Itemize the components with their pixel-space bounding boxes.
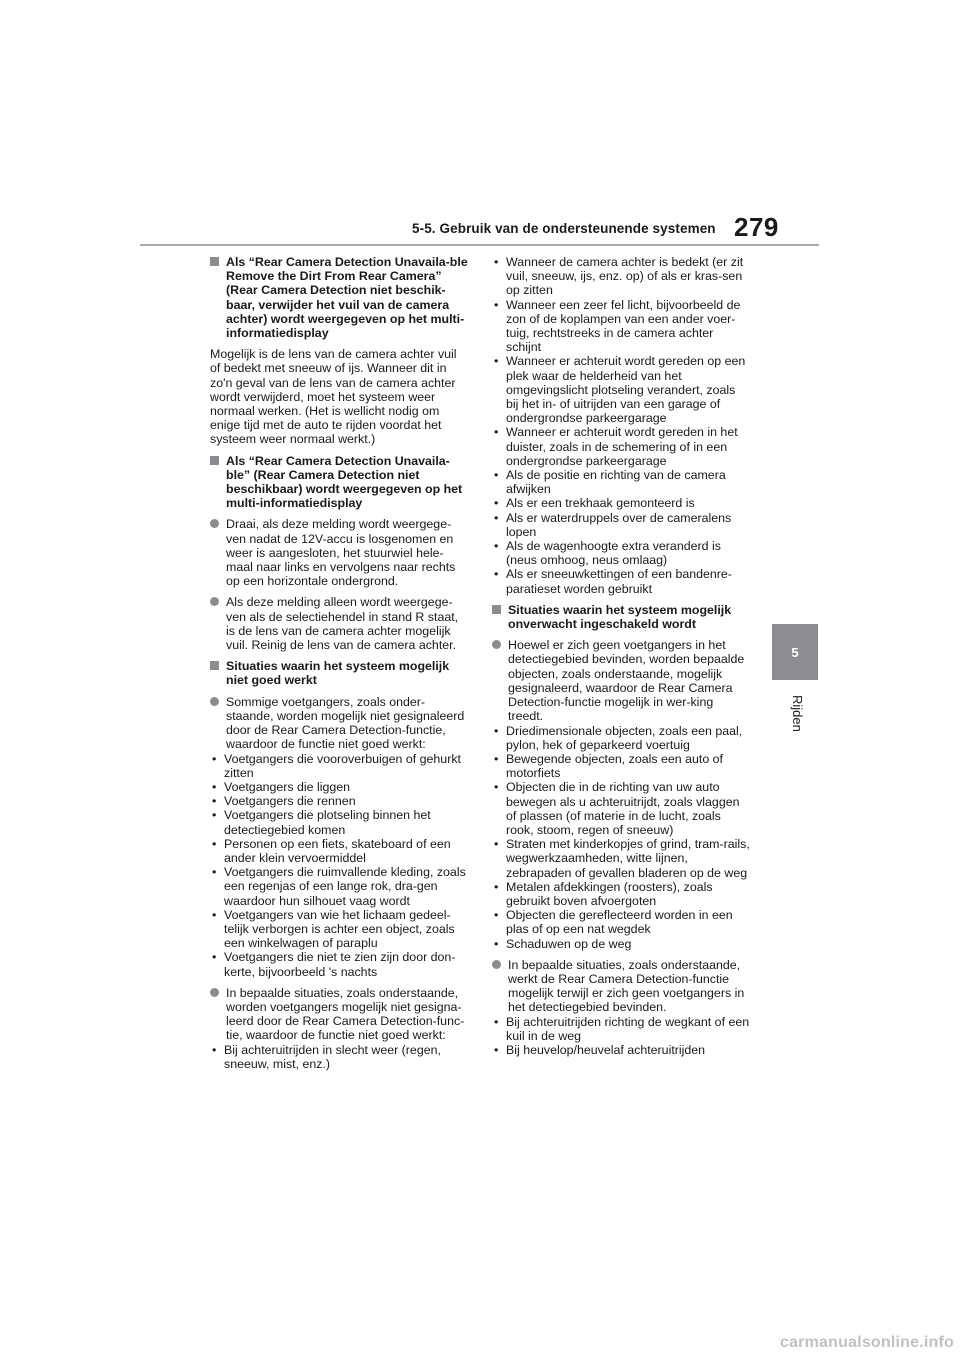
paragraph-dirt: Mogelijk is de lens van de camera achter vuil of bedekt met sneeuw of ijs. Wanneer dit in zo'n geval van de lens van de camera achter wordt verwijderd, moet het systeem weer normaal werken. (Het is wellicht nodig om enige tijd met de auto te rijden voordat het systeem weer normaal werkt.) — [210, 347, 457, 447]
list-item — [492, 1015, 751, 1043]
bullet-mark: • — [494, 1042, 499, 1057]
note-situations: In bepaalde situaties, zoals onderstaande, worden voetgangers mogelijk niet gesigna-leerd door de Rear Camera Detection-func-tie, waardoor de functie niet goed werkt: • Bij achteruitrijden in slecht weer (regen, sneeuw, mist, enz.) — [210, 986, 469, 1071]
list-item-text: Voetgangers die rennen — [224, 794, 356, 809]
chapter-label: Rijden — [790, 695, 805, 732]
bullet-mark: • — [494, 297, 499, 312]
list-item-text: Als de wagenhoogte extra veranderd is (neus omhoog, neus omlaag) — [506, 539, 721, 568]
list-item-text: Als er een trekhaak gemonteerd is — [506, 496, 695, 511]
list-item-text: Voetgangers die niet te zien zijn door don-kerte, bijvoorbeeld 's nachts — [224, 950, 456, 979]
list-item — [492, 724, 751, 752]
circle-bullet-icon — [210, 519, 219, 528]
list-item — [492, 567, 751, 595]
circle-bullet-icon — [492, 960, 501, 969]
list-item — [210, 780, 469, 794]
note-steering: Draai, als deze melding wordt weergege-ven nadat de 12V-accu is losgenomen en weer is aangesloten, het stuurwiel hele-maal naar links en vervolgens naar rechts op een horizontale ondergrond. — [210, 517, 469, 588]
list-item — [492, 908, 751, 936]
road-list — [492, 1015, 751, 1058]
list-item-text: Voetgangers van wie het lichaam gedeel-telijk verborgen is achter een object, zoals een winkelwagen of paraplu — [224, 907, 455, 951]
heading-not-working: Situaties waarin het systeem mogelijk niet goed werkt — [210, 659, 469, 687]
list-item-text: Wanneer er achteruit wordt gereden op een plek waar de helderheid van het omgevingslicht plotseling verandert, zoals bij het in- of uitrijden van een garage of ondergrondse parkeergarage — [506, 354, 746, 426]
list-item — [492, 468, 751, 496]
bullet-mark: • — [494, 879, 499, 894]
note-clean-lens: Als deze melding alleen wordt weergege-ven als de selectiehendel in stand R staat, is de lens van de camera achter mogelijk vuil. Reinig de lens van de camera achter. — [210, 595, 469, 652]
list-item — [492, 425, 751, 468]
bullet-mark: • — [494, 255, 499, 269]
list-item-text: Voetgangers die ruimvallende kleding, zoals een regenjas of een lange rok, dra-gen waardoor hun silhouet vaag wordt — [224, 865, 466, 908]
list-item-text: Wanneer een zeer fel licht, bijvoorbeeld de zon of de koplampen van een ander voer-tuig, rechtstreeks in de camera achter schijnt — [506, 297, 741, 355]
list-item — [492, 780, 751, 837]
square-bullet-icon — [210, 456, 219, 465]
bullet-mark: • — [212, 779, 217, 794]
bullet-mark: • — [494, 837, 499, 852]
list-item-text: Driedimensionale objecten, zoals een paal, pylon, hek of geparkeerd voertuig — [506, 723, 743, 752]
list-item — [492, 255, 751, 298]
list-item-text: Objecten die gereflecteerd worden in een plas of op een nat wegdek — [506, 908, 733, 937]
bullet-mark: • — [212, 865, 217, 880]
list-item-text: Als er sneeuwkettingen of een bandenre-paratieset worden gebruikt — [506, 567, 732, 596]
bullet-mark: • — [494, 425, 499, 440]
pedestrian-list — [210, 752, 469, 979]
note-road-situations: In bepaalde situaties, zoals onderstaande, werkt de Rear Camera Detection-functie mogelijk terwijl er zich geen voetgangers in het detectiegebied bevinden. • Bij achteruitrijden richting de wegkant of een kuil in de weg • Bij heuvelop/heuvelaf achteruitrijden — [494, 957, 750, 1057]
list-item-text: Voetgangers die plotseling binnen het detectiegebied komen — [224, 808, 431, 837]
bullet-mark: • — [212, 808, 217, 823]
list-item — [492, 937, 751, 951]
square-bullet-icon — [492, 605, 501, 614]
situation-list-continued — [492, 255, 751, 596]
list-item — [492, 880, 751, 908]
list-item-text: Als de positie en richting van de camera afwijken — [506, 468, 726, 497]
bullet-mark: • — [212, 751, 217, 766]
list-item — [492, 837, 751, 880]
bullet-mark: • — [212, 836, 217, 851]
bullet-mark: • — [494, 751, 499, 766]
watermark: carmanualsonline.info — [779, 1334, 954, 1351]
situation-list — [210, 1043, 469, 1071]
heading-unexpected: Situaties waarin het systeem mogelijk onverwacht ingeschakeld wordt — [492, 603, 751, 631]
square-bullet-icon — [210, 257, 219, 266]
list-item — [210, 794, 469, 808]
circle-bullet-icon — [210, 988, 219, 997]
chapter-tab — [772, 624, 818, 680]
object-list — [492, 724, 751, 951]
heading-unavailable: Als “Rear Camera Detection Unavaila-ble” (Rear Camera Detection niet beschikbaar) wordt weergegeven op het multi-informatiedisplay — [210, 454, 469, 511]
bullet-mark: • — [212, 907, 217, 922]
bullet-mark: • — [494, 496, 499, 511]
bullet-mark: • — [494, 1014, 499, 1029]
bullet-mark: • — [494, 510, 499, 525]
list-item — [492, 354, 751, 425]
list-item — [210, 908, 469, 951]
list-item — [492, 1043, 751, 1057]
heading-dirt-warning: Als “Rear Camera Detection Unavaila-ble Remove the Dirt From Rear Camera” (Rear Camera Detection niet beschik-baar, verwijder het vuil van de camera achter) wordt weergegeven op het multi-informatiedisplay — [210, 255, 469, 340]
list-item — [210, 837, 469, 865]
bullet-mark: • — [494, 936, 499, 951]
list-item — [492, 752, 751, 780]
bullet-mark: • — [494, 723, 499, 738]
square-bullet-icon — [210, 661, 219, 670]
list-item — [210, 1043, 469, 1071]
circle-bullet-icon — [210, 697, 219, 706]
list-item-text: Objecten die in de richting van uw auto bewegen als u achteruitrijdt, zoals vlaggen of plassen (of materie in de lucht, zoals rook, stoom, regen of sneeuw) — [506, 780, 740, 837]
list-item-text: Bij heuvelop/heuvelaf achteruitrijden — [506, 1042, 706, 1057]
list-item-text: Straten met kinderkopjes of grind, tram-rails, wegwerkzaamheden, witte lijnen, zebrapaden of gevallen bladeren op de weg — [506, 837, 750, 880]
list-item — [492, 539, 751, 567]
list-item — [492, 298, 751, 355]
list-item — [210, 950, 469, 978]
list-item-text: Voetgangers die liggen — [224, 779, 351, 794]
header-divider — [140, 244, 819, 246]
list-item-text: Wanneer er achteruit wordt gereden in het duister, zoals in de schemering of in een ondergrondse parkeergarage — [506, 425, 738, 468]
note-pedestrians: Sommige voetgangers, zoals onder-staande, worden mogelijk niet gesignaleerd door de Rear Camera Detection-functie, waardoor de functie niet goed werkt: • Voetgangers die vooroverbuigen of gehurkt zitten • Voetgangers die liggen • Voetgangers die rennen • Voetgangers die plotseling binnen het detectiegebied komen • Personen op een fiets, skateboard of een ander klein vervoermiddel • Voetgangers die ruimvallende kleding, zoals een regenjas of een lange rok, dra-gen waardoor hun silhouet vaag wordt • Voetgangers van wie het lichaam gedeel-telijk verborgen is achter een object, zoals een winkelwagen of paraplu • Voetgangers die niet te zien zijn door don-kerte, bijvoorbeeld 's nachts — [210, 695, 469, 979]
list-item — [492, 496, 751, 510]
bullet-mark: • — [494, 567, 499, 582]
right-column — [492, 255, 751, 1064]
bullet-mark: • — [494, 908, 499, 923]
bullet-mark: • — [494, 539, 499, 554]
list-item-text: Wanneer de camera achter is bedekt (er zit vuil, sneeuw, ijs, enz. op) of als er kras-sen op zitten — [506, 255, 744, 298]
bullet-mark: • — [212, 794, 217, 809]
list-item-text: Metalen afdekkingen (roosters), zoals gebruikt boven afvoergoten — [506, 879, 713, 908]
bullet-mark: • — [494, 468, 499, 483]
list-item — [210, 865, 469, 908]
list-item-text: Schaduwen op de weg — [506, 936, 632, 951]
bullet-mark: • — [494, 780, 499, 795]
section-title: 5-5. Gebruik van de ondersteunende systemen — [412, 221, 716, 236]
bullet-mark: • — [212, 1042, 217, 1057]
left-column — [210, 255, 469, 1078]
bullet-mark: • — [212, 950, 217, 965]
list-item-text: Bij achteruitrijden in slecht weer (regen, sneeuw, mist, enz.) — [224, 1042, 441, 1071]
list-item-text: Personen op een fiets, skateboard of een ander klein vervoermiddel — [224, 836, 451, 865]
circle-bullet-icon — [492, 640, 501, 649]
list-item-text: Als er waterdruppels over de cameralens lopen — [506, 510, 732, 539]
chapter-number: 5 — [791, 644, 799, 660]
list-item — [492, 511, 751, 539]
list-item-text: Bewegende objecten, zoals een auto of motorfiets — [506, 751, 723, 781]
list-item — [210, 752, 469, 780]
list-item-text: Voetgangers die vooroverbuigen of gehurkt zitten — [224, 751, 461, 780]
list-item — [210, 808, 469, 836]
circle-bullet-icon — [210, 597, 219, 606]
page-number: 279 — [734, 212, 779, 242]
list-item-text: Bij achteruitrijden richting de wegkant of een kuil in de weg — [506, 1014, 750, 1043]
bullet-mark: • — [494, 354, 499, 369]
note-objects: Hoewel er zich geen voetgangers in het detectiegebied bevinden, worden bepaalde objecten, zoals onderstaande, mogelijk gesignaleerd, waardoor de Rear Camera Detection-functie mogelijk in wer-king treedt. • Driedimensionale objecten, zoals een paal, pylon, hek of geparkeerd voertuig • Bewegende objecten, zoals een auto of motorfiets • Objecten die in de richting van uw auto bewegen als u achteruitrijdt, zoals vlaggen of plassen (of materie in de lucht, zoals rook, stoom, regen of sneeuw) • Straten met kinderkopjes of grind, tram-rails, wegwerkzaamheden, witte lijnen, zebrapaden of gevallen bladeren op de weg • Metalen afdekkingen (roosters), zoals gebruikt boven afvoergoten • Objecten die gereflecteerd worden in een plas of op een nat wegdek • Schaduwen op de weg — [494, 638, 750, 951]
